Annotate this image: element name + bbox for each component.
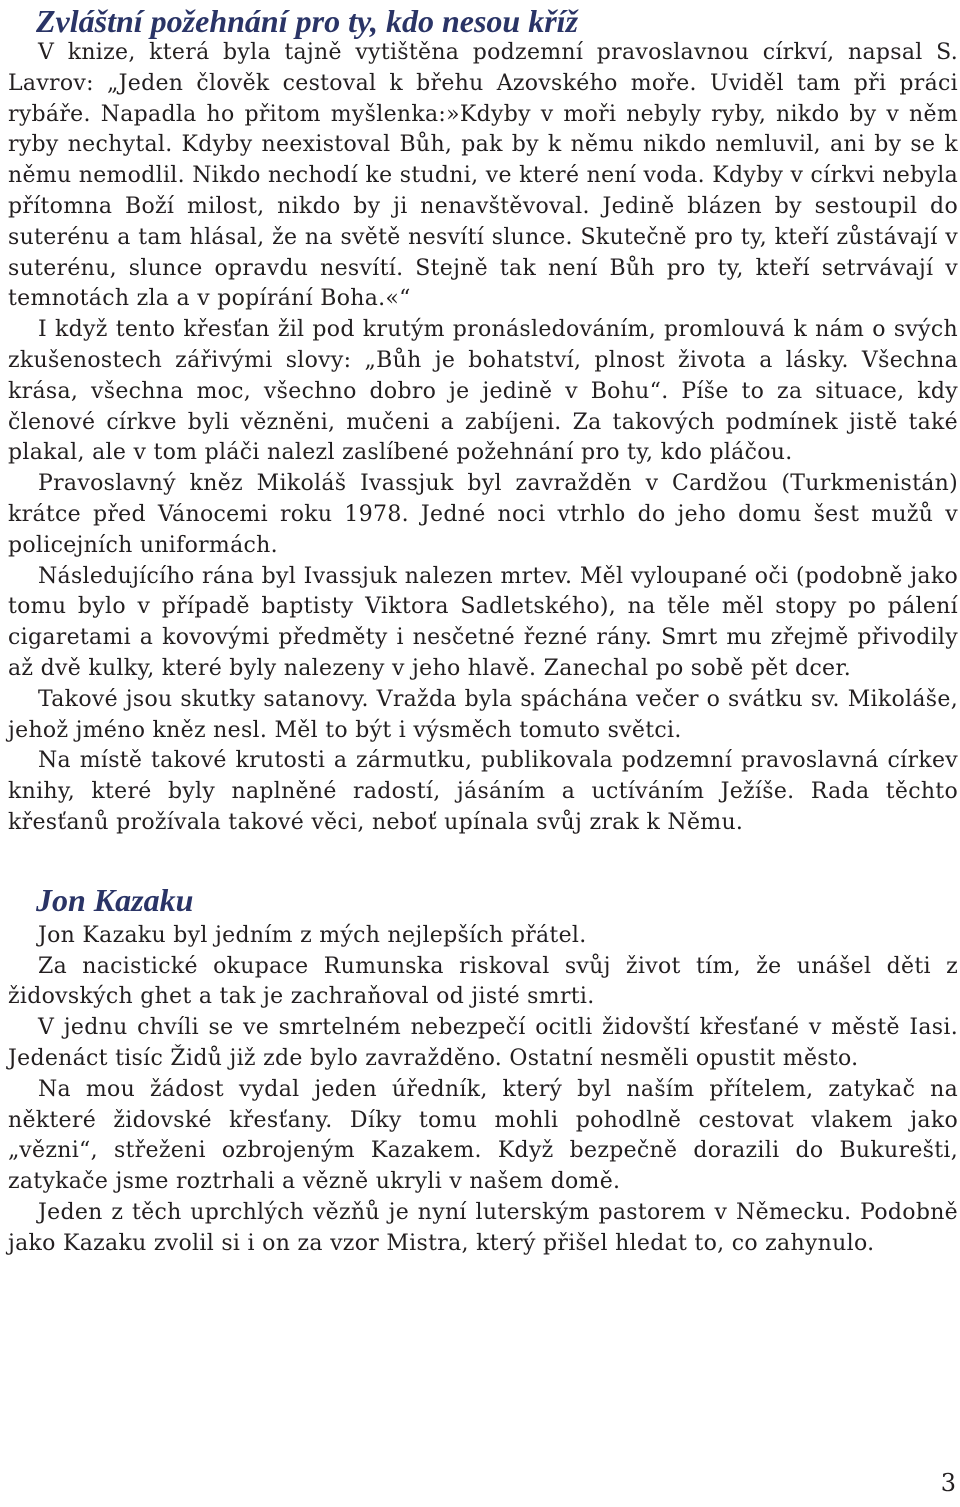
paragraph: Za nacistické okupace Rumunska riskoval svůj život tím, že unášel děti z židovských ghet a tak je zachraňoval od jisté smrti. <box>8 953 958 1010</box>
paragraph: Následujícího rána byl Ivassjuk nalezen mrtev. Měl vyloupané oči (podobně jako tomu bylo v případě baptisty Viktora Sadletského), na těle měl stopy po pálení cigaretami a kovovými předměty i nesčetné řezné rány. Smrt mu zřejmě přivodily až dvě kulky, které byly nalezeny v jeho hlavě. Zanechal po sobě pět dcer. <box>8 563 958 681</box>
paragraph: Takové jsou skutky satanovy. Vražda byla spáchána večer o svátku sv. Mikoláše, jehož jméno kněz nesl. Měl to být i výsměch tomuto světci. <box>8 686 958 743</box>
paragraph: Pravoslavný kněz Mikoláš Ivassjuk byl zavražděn v Cardžou (Turkmenistán) krátce před Vánocemi roku 1978. Jedné noci vtrhlo do jeho domu šest mužů v policejních uniformách. <box>8 471 958 558</box>
paragraph: V jednu chvíli se ve smrtelném nebezpečí ocitli židovští křesťané v městě Iasi. Jedenáct tisíc Židů již zde bylo zavražděno. Ostatní nesměli opustit město. <box>8 1015 958 1071</box>
paragraph: Na místě takové krutosti a zármutku, publikovala podzemní pravoslavná církev knihy, které byly naplněné radostí, jásáním a uctíváním Ježíše. Rada těchto křesťanů prožívala takové věci, neboť upínala svůj zrak k Němu. <box>8 748 958 835</box>
paragraph: I když tento křesťan žil pod krutým pronásledováním, promlouvá k nám o svých zkušenostech zářivými slovy: „Bůh je bohatství, plnost života a lásky. Všechna krása, všechna moc, všechno dobro je jedině v Bohu“. Píše to za situace, kdy členové církve byli vězněni, mučeni a zabíjeni. Za takových podmínek jistě také plakal, ale v tom pláči nalezl zaslíbené požehnání pro ty, kdo pláčou. <box>8 317 958 466</box>
section-title: Zvláštní požehnání pro ty, kdo nesou kříž <box>36 3 579 39</box>
page-number: 3 <box>940 1469 956 1497</box>
paragraph: Jon Kazaku byl jedním z mých nejlepších přátel. <box>38 922 587 948</box>
section-title: Jon Kazaku <box>36 881 194 918</box>
paragraph: V knize, která byla tajně vytištěna podzemní pravoslavnou církví, napsal S. Lavrov: „Jeden člověk cestoval k břehu Azovského moře. Uviděl tam při práci rybáře. Napadla ho přitom myšlenka:»Kdyby v moři nebyly ryby, nikdo by v něm ryby nechytal. Kdyby neexistoval Bůh, pak by k němu nikdo nemluvil, ani by se k němu nemodlil. Nikdo nechodí ke studni, ve které není voda. Kdyby v církvi nebyla přítomna Boží milost, nikdo by ji nenavštěvoval. Jedině blázen by sestoupil do suterénu a tam hlásal, že na světě nesvítí slunce. Skutečně pro ty, kteří zůstávají v suterénu, slunce opravdu nesvítí. Stejně tak není Bůh pro ty, kteří setrvávají v temnotách zla a v popírání Boha.«“ <box>8 40 958 312</box>
page-content <box>8 4 958 1259</box>
paragraph: Jeden z těch uprchlých vězňů je nyní luterským pastorem v Německu. Podobně jako Kazaku zvolil si i on za vzor Mistra, který přišel hledat to, co zahynulo. <box>8 1199 958 1256</box>
paragraph: Na mou žádost vydal jeden úředník, který byl naším přítelem, zatykač na některé židovské křesťany. Díky tomu mohli pohodlně cestovat vlakem jako „vězni“, střeženi ozbrojeným Kazakem. Když bezpečně dorazili do Bukurešti, zatykače jsme roztrhali a vězně ukryli v našem domě. <box>8 1076 958 1195</box>
